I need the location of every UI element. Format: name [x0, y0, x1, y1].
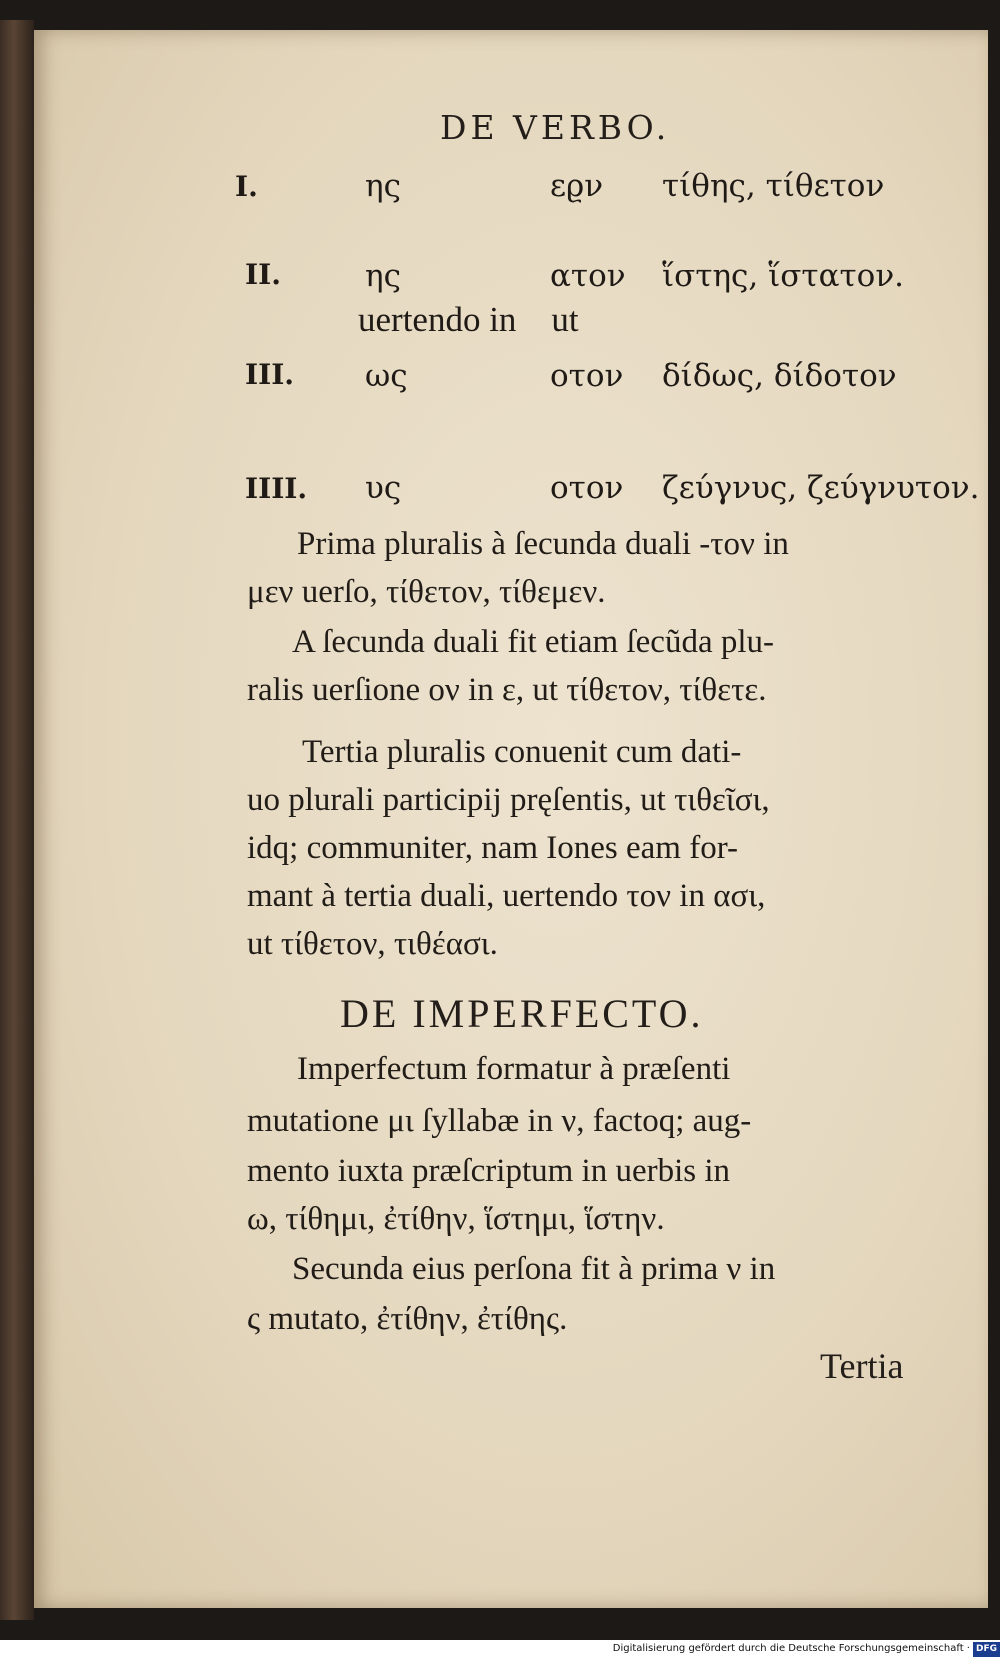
section-heading: DE IMPERFECTO. [340, 991, 704, 1036]
book-spine [0, 20, 34, 1620]
text-line: A ſecunda duali fit etiam ſecũda plu- [292, 624, 774, 660]
row-dual: εϱν [550, 168, 604, 204]
row-example: τίθης, τίθετον [662, 168, 885, 204]
text-line: mant à tertia duali, uertendo τον in ασι, [247, 878, 766, 914]
catchword: Tertia [820, 1346, 904, 1386]
row-dual: οτον [550, 470, 624, 506]
dfg-logo: DFG [973, 1642, 1000, 1657]
row-dual: οτον [550, 358, 624, 394]
text-line: Secunda eius perſona fit à prima ν in [292, 1251, 776, 1287]
text-line: Prima pluralis à ſecunda duali -τον in [297, 526, 789, 562]
row-number: IIII. [245, 472, 308, 505]
row-number: II. [245, 258, 281, 291]
text-line: idq; communiter, nam Iones eam for- [247, 830, 739, 866]
text-block-imperfect [247, 1045, 947, 1345]
row-ending: υς [365, 470, 402, 506]
digitization-footer [600, 1641, 1000, 1656]
running-head: DE VERBO. [440, 108, 671, 147]
row-ending: ως [365, 358, 408, 394]
text-line: uo plurali participij pręſentis, ut τιθεῖσι, [247, 782, 770, 818]
text-line: ut τίθετον, τιθέασι. [247, 926, 498, 962]
text-line: Tertia pluralis conuenit cum dati- [302, 734, 742, 770]
text-line: ω, τίθημι, ἐτίθην, ἵστημι, ἵστην. [247, 1201, 665, 1237]
row-number: III. [245, 358, 295, 391]
text-block-plural [247, 520, 947, 960]
row-example: ἵστης, ἵστατον. [662, 258, 905, 294]
row-number: I. [235, 170, 258, 203]
text-line: Imperfectum formatur à præſenti [297, 1051, 731, 1087]
text-line: mento iuxta præſcriptum in uerbis in [247, 1153, 731, 1189]
table-note: uertendo in ut [358, 300, 579, 339]
row-ending: ης [365, 168, 401, 204]
row-dual: ατον [550, 258, 626, 294]
text-line: μεν uerſo, τίθετον, τίθεμεν. [247, 574, 606, 610]
footer-text: Digitalisierung gefördert durch die Deutsche Forschungsgemeinschaft · [612, 1643, 970, 1654]
row-example: δίδως, δίδοτον [662, 358, 897, 394]
text-line: ς mutato, ἐτίθην, ἐτίθης. [247, 1301, 568, 1337]
row-example: ζεύγνυς, ζεύγνυτον. [662, 470, 980, 506]
text-line: ralis uerſione ον in ε, ut τίθετον, τίθετε. [247, 672, 767, 708]
text-line: mutatione μι ſyllabæ in ν, factoq; aug- [247, 1103, 752, 1139]
row-ending: ης [365, 258, 401, 294]
